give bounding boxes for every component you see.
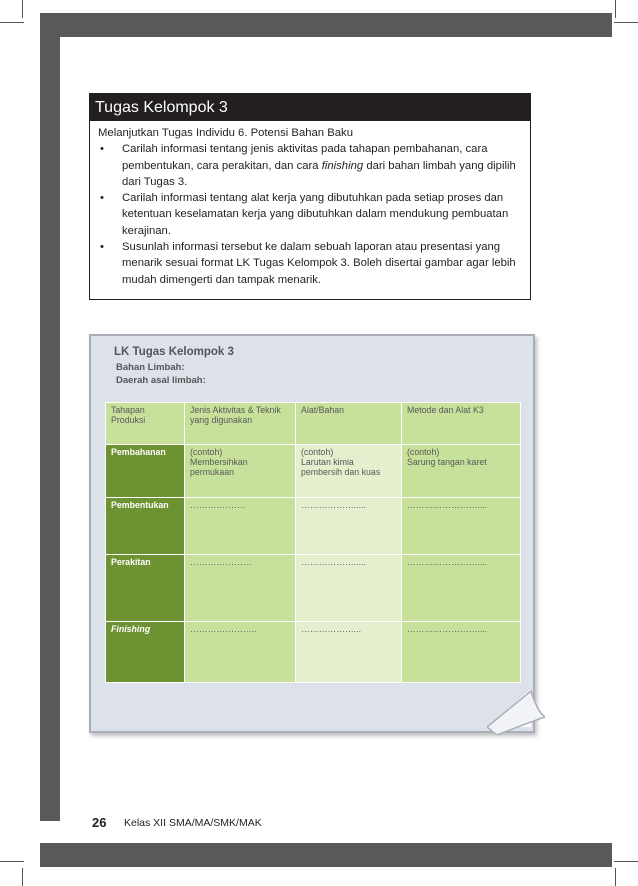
crop-mark — [614, 22, 638, 23]
table-cell: ………………... — [296, 622, 402, 683]
table-cell: ………………..... — [296, 555, 402, 622]
bullet-icon: • — [100, 143, 104, 156]
page-left-bar — [40, 13, 60, 821]
table-row — [106, 445, 521, 498]
table-row — [106, 498, 521, 555]
task-item: • Susunlah informasi tersebut ke dalam sebuah laporan atau presentasi yang menarik sesuai format LK Tugas Kelompok 3. Boleh disertai gambar agar lebih mudah dimengerti dan tampak menarik. — [100, 241, 516, 286]
task-intro: Melanjutkan Tugas Individu 6. Potensi Bahan Baku — [98, 127, 353, 139]
table-row — [106, 555, 521, 622]
page-curl-icon — [487, 689, 545, 735]
stage-cell: Finishing — [106, 622, 185, 683]
crop-mark — [0, 861, 24, 862]
task-box — [89, 93, 531, 300]
crop-mark — [615, 0, 616, 18]
bullet-icon: • — [100, 192, 104, 205]
task-item: • Carilah informasi tentang alat kerja yang dibutuhkan pada setiap proses dan ketentuan keselamatan kerja yang dibutuhkan dalam mendukung pembuatan kerajinan. — [100, 192, 509, 237]
header-cell: Alat/Bahan — [296, 403, 402, 445]
table-cell: ………………..... — [296, 498, 402, 555]
table-cell: ………………….. — [185, 622, 296, 683]
crop-mark — [615, 868, 616, 886]
stage-cell: Perakitan — [106, 555, 185, 622]
crop-mark — [22, 868, 23, 886]
bahan-limbah-label: Bahan Limbah: — [116, 362, 185, 373]
task-body — [90, 121, 530, 288]
page-bottom-bar — [40, 843, 612, 867]
lk-table — [105, 402, 521, 683]
bullet-icon: • — [100, 241, 104, 254]
footer-text: Kelas XII SMA/MA/SMK/MAK — [124, 817, 262, 829]
stage-cell: Pembahanan — [106, 445, 185, 498]
table-cell: (contoh) Larutan kimia pembersih dan kuas — [296, 445, 402, 498]
header-cell: Jenis Aktivitas & Teknik yang digunakan — [185, 403, 296, 445]
table-cell: …………………….... — [402, 622, 521, 683]
table-cell: (contoh) Membersihkan permukaan — [185, 445, 296, 498]
crop-mark — [22, 0, 23, 18]
table-row — [106, 622, 521, 683]
table-cell: …………………….... — [402, 498, 521, 555]
lk-title: LK Tugas Kelompok 3 — [114, 346, 234, 358]
task-item: • Carilah informasi tentang jenis aktivitas pada tahapan pembahanan, cara pembentukan, cara perakitan, dan cara finishing dari bahan limbah yang dipilih dari Tugas 3. — [100, 143, 516, 188]
crop-mark — [0, 22, 24, 23]
page-top-bar — [40, 13, 612, 37]
table-cell: (contoh) Sarung tangan karet — [402, 445, 521, 498]
stage-cell: Pembentukan — [106, 498, 185, 555]
table-cell: ………………… — [185, 555, 296, 622]
task-title: Tugas Kelompok 3 — [90, 94, 530, 121]
table-header-row — [106, 403, 521, 445]
header-cell: Tahapan Produksi — [106, 403, 185, 445]
table-cell: ………………. — [185, 498, 296, 555]
crop-mark — [614, 861, 638, 862]
task-list — [98, 141, 522, 288]
table-cell: …………………….... — [402, 555, 521, 622]
daerah-asal-label: Daerah asal limbah: — [116, 375, 206, 386]
page-number: 26 — [92, 815, 107, 830]
header-cell: Metode dan Alat K3 — [402, 403, 521, 445]
